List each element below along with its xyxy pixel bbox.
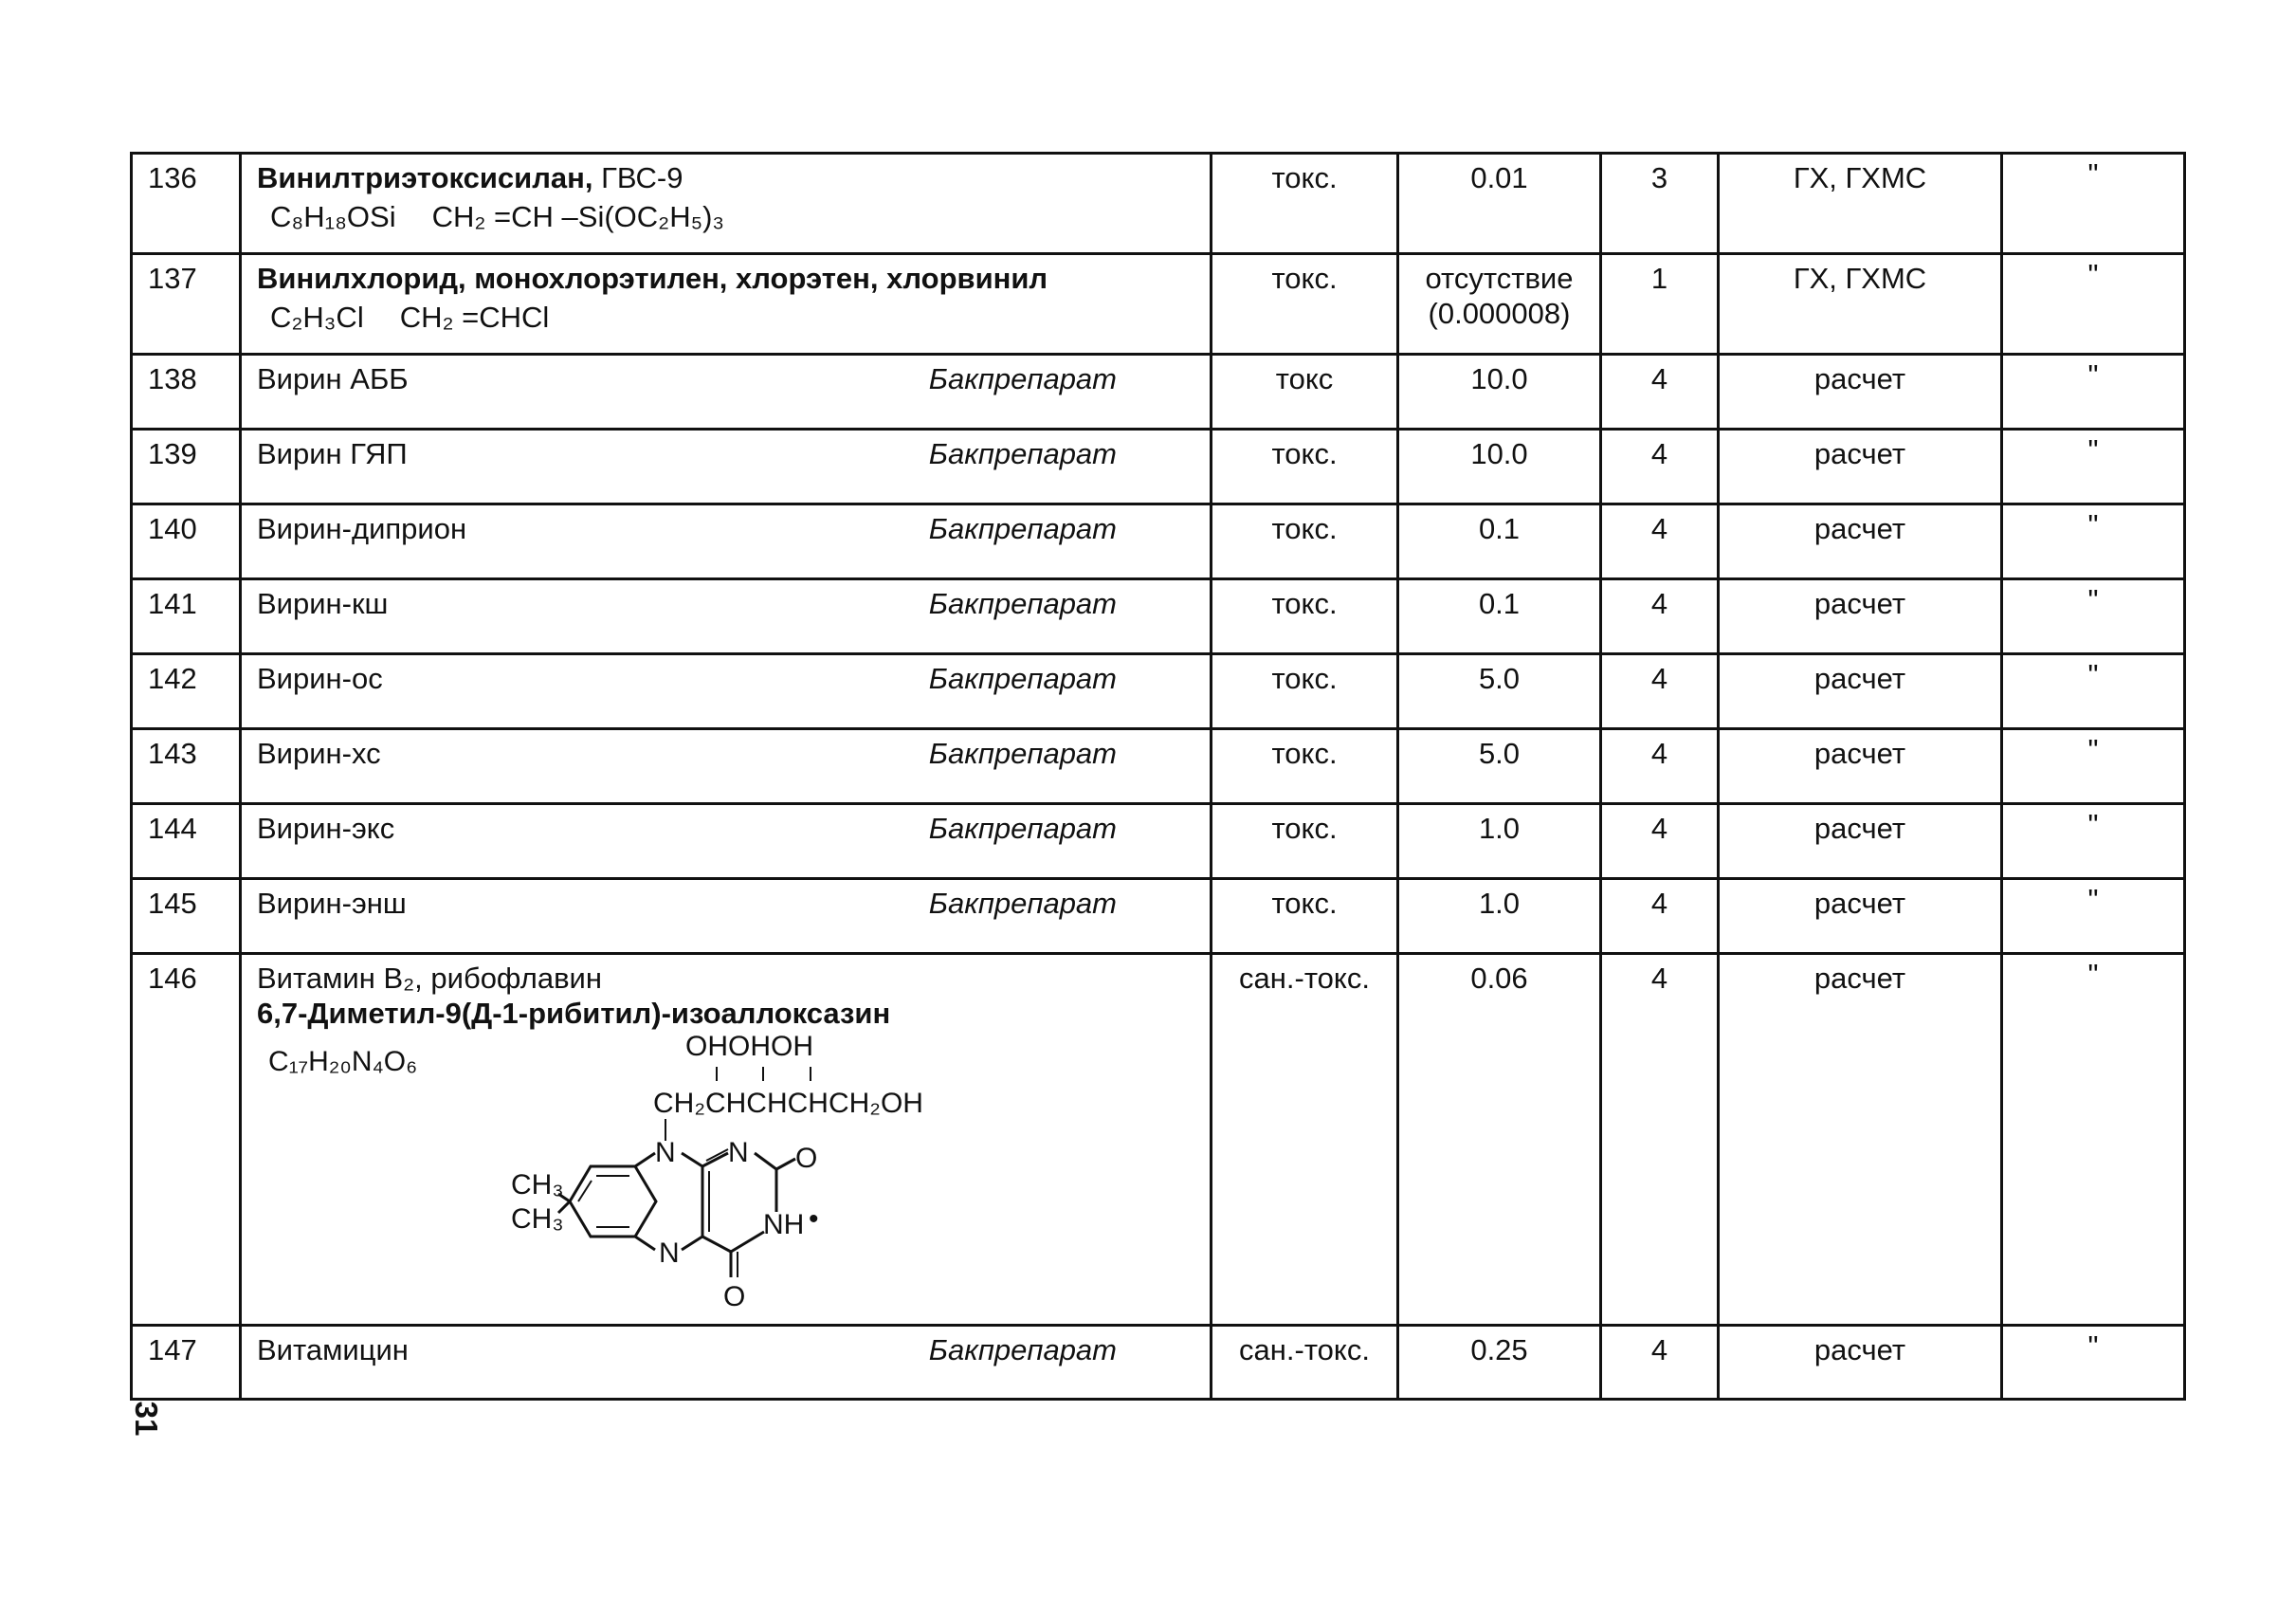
ditto-mark: " (2002, 254, 2185, 355)
substance-name: Вирин-экс (257, 812, 395, 845)
atom-nh: NH (763, 1209, 805, 1241)
row-number: 138 (132, 355, 241, 430)
row-number: 139 (132, 430, 241, 504)
class-cell: 4 (1601, 579, 1719, 654)
effect-cell: токс. (1212, 879, 1398, 954)
value-cell (1398, 254, 1601, 355)
table-row (132, 254, 2185, 355)
effect-cell: токс (1212, 355, 1398, 430)
substance-name: Витамин B₂, рибофлавин (257, 962, 602, 995)
table-row (132, 879, 2185, 954)
effect-cell: токс. (1212, 654, 1398, 729)
class-cell: 4 (1601, 729, 1719, 804)
structure-chain-hydroxyls: OHOHOH (685, 1031, 813, 1063)
page-number: 31 (129, 1401, 164, 1437)
substance-type: Бакпрепарат (928, 512, 1117, 545)
substance-name: Вирин АББ (257, 362, 409, 395)
substance-type: Бакпрепарат (928, 1333, 1117, 1366)
method-cell: ГХ, ГХМС (1719, 154, 2002, 254)
effect-cell: токс. (1212, 254, 1398, 355)
atom-o4: O (723, 1281, 746, 1313)
substance-name: Витамицин (257, 1333, 409, 1366)
table-row (132, 504, 2185, 579)
row-number: 146 (132, 954, 241, 1326)
effect-cell: токс. (1212, 804, 1398, 879)
value-cell: 5.0 (1398, 729, 1601, 804)
substance-name: Вирин-энш (257, 887, 407, 920)
substance-type: Бакпрепарат (928, 362, 1117, 395)
table-row (132, 954, 2185, 1326)
method-cell: расчет (1719, 1326, 2002, 1400)
structure-dot: • (809, 1203, 819, 1236)
effect-cell: токс. (1212, 154, 1398, 254)
substance-name: Вирин-ос (257, 662, 383, 695)
effect-cell: токс. (1212, 579, 1398, 654)
substance-type: Бакпрепарат (928, 737, 1117, 770)
method-cell: расчет (1719, 504, 2002, 579)
class-cell: 3 (1601, 154, 1719, 254)
ditto-mark: " (2002, 804, 2185, 879)
structural-formula: CH₂ =CH –Si(OC₂H₅)₃ (431, 200, 725, 234)
substance-name: Винилхлорид, монохлорэтилен, хлорэтен, хлорвинил (257, 262, 1048, 295)
class-cell: 4 (1601, 954, 1719, 1326)
molecular-formula: C₁₇H₂₀N₄O₆ (268, 1046, 418, 1078)
substance-name: Вирин-кш (257, 587, 389, 620)
substance-name: Винилтриэтоксисилан, (257, 161, 593, 194)
table-row (132, 654, 2185, 729)
class-cell: 4 (1601, 879, 1719, 954)
substance-name-extra: ГВС-9 (592, 161, 683, 194)
row-number: 144 (132, 804, 241, 879)
row-number: 147 (132, 1326, 241, 1400)
value-cell: 0.01 (1398, 154, 1601, 254)
method-cell: расчет (1719, 430, 2002, 504)
row-number: 145 (132, 879, 241, 954)
value-cell: 0.06 (1398, 954, 1601, 1326)
method-cell: расчет (1719, 879, 2002, 954)
effect-cell: токс. (1212, 729, 1398, 804)
value-cell: 5.0 (1398, 654, 1601, 729)
ditto-mark: " (2002, 729, 2185, 804)
substance-cell (241, 579, 1212, 654)
row-number: 143 (132, 729, 241, 804)
substance-cell (241, 355, 1212, 430)
structural-formula: CH₂ =CHCl (399, 301, 550, 335)
row-number: 136 (132, 154, 241, 254)
ditto-mark: " (2002, 579, 2185, 654)
ditto-mark: " (2002, 430, 2185, 504)
value-secondary: (0.000008) (1428, 297, 1571, 331)
ditto-mark: " (2002, 355, 2185, 430)
substance-cell (241, 430, 1212, 504)
row-number: 142 (132, 654, 241, 729)
substance-cell (241, 729, 1212, 804)
method-cell: расчет (1719, 954, 2002, 1326)
ditto-mark: " (2002, 1326, 2185, 1400)
riboflavin-structure (257, 1029, 1195, 1313)
substance-cell (241, 504, 1212, 579)
method-cell: расчет (1719, 804, 2002, 879)
method-cell: ГХ, ГХМС (1719, 254, 2002, 355)
substance-type: Бакпрепарат (928, 437, 1117, 470)
substance-cell (241, 154, 1212, 254)
effect-cell: токс. (1212, 430, 1398, 504)
method-cell: расчет (1719, 729, 2002, 804)
class-cell: 4 (1601, 355, 1719, 430)
substance-type: Бакпрепарат (928, 812, 1117, 845)
substance-cell (241, 804, 1212, 879)
molecular-formula: C₂H₃Cl (270, 301, 364, 335)
value-cell: 10.0 (1398, 355, 1601, 430)
class-cell: 4 (1601, 654, 1719, 729)
substance-cell (241, 654, 1212, 729)
table-row (132, 355, 2185, 430)
table-row (132, 729, 2185, 804)
substance-type: Бакпрепарат (928, 587, 1117, 620)
atom-o2: O (795, 1143, 818, 1175)
substance-type: Бакпрепарат (928, 662, 1117, 695)
substance-iupac-name: 6,7-Диметил-9(Д-1-рибитил)-изоаллоксазин (257, 997, 891, 1031)
table-row (132, 430, 2185, 504)
ditto-mark: " (2002, 504, 2185, 579)
ditto-mark: " (2002, 879, 2185, 954)
method-cell: расчет (1719, 355, 2002, 430)
row-number: 137 (132, 254, 241, 355)
atom-n5: N (659, 1237, 680, 1270)
method-cell: расчет (1719, 579, 2002, 654)
molecular-formula: C₈H₁₈OSi (270, 200, 396, 234)
atom-n9: N (655, 1137, 676, 1169)
class-cell: 4 (1601, 504, 1719, 579)
effect-cell: сан.-токс. (1212, 1326, 1398, 1400)
substance-name: Вирин-хс (257, 737, 381, 770)
value-cell: 10.0 (1398, 430, 1601, 504)
value-cell: 1.0 (1398, 879, 1601, 954)
structure-chain: CH₂CHCHCHCH₂OH (653, 1088, 923, 1120)
class-cell: 4 (1601, 1326, 1719, 1400)
value-cell: 1.0 (1398, 804, 1601, 879)
methyl-top: CH₃ (511, 1169, 564, 1201)
substance-type: Бакпрепарат (928, 887, 1117, 920)
ditto-mark: " (2002, 654, 2185, 729)
substances-table (130, 152, 2186, 1401)
class-cell: 4 (1601, 804, 1719, 879)
substance-cell (241, 254, 1212, 355)
value-cell: 0.1 (1398, 504, 1601, 579)
substance-cell (241, 954, 1212, 1326)
value-cell: 0.1 (1398, 579, 1601, 654)
methyl-bottom: CH₃ (511, 1203, 564, 1236)
value-cell: 0.25 (1398, 1326, 1601, 1400)
table-row (132, 804, 2185, 879)
substance-cell (241, 1326, 1212, 1400)
ditto-mark: " (2002, 954, 2185, 1326)
table-row (132, 1326, 2185, 1400)
method-cell: расчет (1719, 654, 2002, 729)
class-cell: 4 (1601, 430, 1719, 504)
class-cell: 1 (1601, 254, 1719, 355)
effect-cell: токс. (1212, 504, 1398, 579)
substance-cell (241, 879, 1212, 954)
substance-name: Вирин-диприон (257, 512, 467, 545)
row-number: 141 (132, 579, 241, 654)
table-row (132, 579, 2185, 654)
table-row (132, 154, 2185, 254)
ditto-mark: " (2002, 154, 2185, 254)
atom-n1: N (728, 1137, 749, 1169)
effect-cell: сан.-токс. (1212, 954, 1398, 1326)
row-number: 140 (132, 504, 241, 579)
substance-name: Вирин ГЯП (257, 437, 408, 470)
value-text: отсутствие (1425, 262, 1574, 295)
